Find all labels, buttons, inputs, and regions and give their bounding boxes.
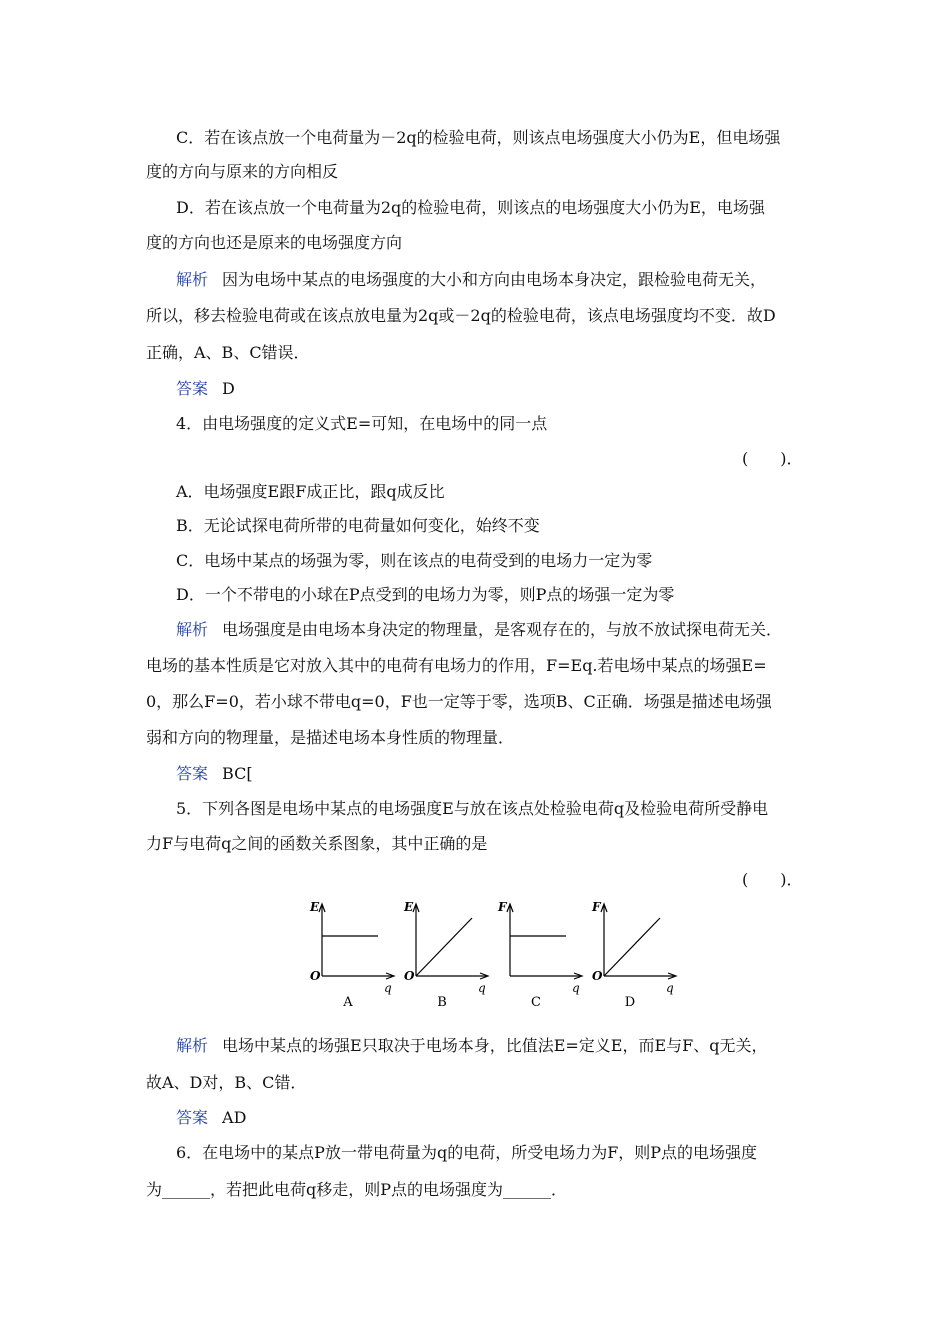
q4-analysis-line1 — [176, 620, 782, 640]
q3-analysis-tag: 解析 — [176, 270, 209, 289]
q5-stem-line2: 力F与电荷q之间的函数关系图象，其中正确的是 — [146, 834, 488, 853]
q4-answer-tag: 答案 — [176, 764, 209, 783]
q5-graph-2 — [403, 900, 488, 1010]
graph-caption: D — [624, 995, 636, 1010]
y-axis-label: E — [310, 900, 320, 914]
y-axis-label: E — [404, 900, 414, 914]
q3-analysis-text1: 因为电场中某点的电场强度的大小和方向由电场本身决定，跟检验电荷无关， — [222, 270, 767, 289]
q5-analysis-text1: 电场中某点的场强E只取决于电场本身，比值法E=定义E，而E与F、q无关， — [222, 1036, 768, 1055]
graph-caption: B — [437, 995, 447, 1010]
q4-answer-line — [176, 764, 253, 784]
q4-stem: 4．由电场强度的定义式E=可知，在电场中的同一点 — [176, 414, 548, 433]
q4-answer: BC[ — [222, 764, 253, 783]
q5-analysis-line1 — [176, 1036, 768, 1056]
q3-analysis-line1 — [176, 270, 766, 290]
q4-answer-paren: ( )． — [742, 449, 803, 468]
q3-analysis-line3: 正确，A、B、C错误． — [146, 343, 310, 362]
origin-label: O — [310, 969, 321, 983]
graph-caption: A — [343, 995, 353, 1010]
q3-answer-tag: 答案 — [176, 379, 209, 398]
q5-answer-line — [176, 1108, 246, 1128]
graph-line — [604, 918, 660, 976]
q5-graph-4 — [591, 900, 676, 1010]
y-axis-label: F — [498, 900, 507, 914]
q3-answer-line — [176, 379, 235, 399]
q6-stem-line2: 为______，若把此电荷q移走，则P点的电场强度为______． — [146, 1180, 568, 1199]
q4-analysis-line3: 0，那么F=0，若小球不带电q=0，F也一定等于零，选项B、C正确．场强是描述电场强 — [146, 692, 772, 711]
q3-option-c-line2: 度的方向与原来的方向相反 — [146, 162, 339, 181]
q4-analysis-tag: 解析 — [176, 620, 209, 639]
q5-graph-figures — [300, 896, 690, 1036]
q4-analysis-text1: 电场强度是由电场本身决定的物理量，是客观存在的，与放不放试探电荷无关． — [222, 620, 783, 639]
x-axis-label: q — [384, 981, 392, 995]
q3-answer: D — [222, 379, 235, 398]
q3-option-c-line1: C．若在该点放一个电荷量为－2q的检验电荷，则该点电场强度大小仍为E，但电场强 — [176, 128, 781, 147]
q5-answer: AD — [222, 1108, 247, 1127]
q4-option-c: C．电场中某点的场强为零，则在该点的电荷受到的电场力一定为零 — [176, 551, 653, 570]
q4-option-d: D．一个不带电的小球在P点受到的电场力为零，则P点的场强一定为零 — [176, 585, 675, 604]
q5-analysis-line2: 故A、D对，B、C错． — [146, 1073, 307, 1092]
q3-analysis-line2: 所以，移去检验电荷或在该点放电量为2q或－2q的检验电荷，该点电场强度均不变．故D — [146, 306, 776, 325]
q5-graph-3 — [497, 900, 582, 1010]
q5-graph-1 — [309, 900, 394, 1010]
q6-stem-line1: 6．在电场中的某点P放一带电荷量为q的电荷，所受电场力为F，则P点的电场强度 — [176, 1143, 758, 1162]
x-axis-label: q — [478, 981, 486, 995]
y-axis-label: F — [592, 900, 601, 914]
origin-label: O — [404, 969, 415, 983]
graph-line — [416, 918, 472, 976]
origin-label: O — [592, 969, 603, 983]
q5-answer-paren: ( )． — [742, 870, 803, 889]
q5-stem-line1: 5．下列各图是电场中某点的电场强度E与放在该点处检验电荷q及检验电荷所受静电 — [176, 799, 769, 818]
x-axis-label: q — [572, 981, 580, 995]
q3-option-d-line2: 度的方向也还是原来的电场强度方向 — [146, 233, 403, 252]
q4-option-a: A．电场强度E跟F成正比，跟q成反比 — [176, 482, 445, 501]
x-axis-label: q — [666, 981, 674, 995]
q5-answer-tag: 答案 — [176, 1108, 209, 1127]
q3-option-d-line1: D．若在该点放一个电荷量为2q的检验电荷，则该点的电场强度大小仍为E，电场强 — [176, 198, 765, 217]
q5-analysis-tag: 解析 — [176, 1036, 209, 1055]
graph-caption: C — [531, 995, 541, 1010]
q4-analysis-line4: 弱和方向的物理量，是描述电场本身性质的物理量． — [146, 728, 515, 747]
q4-option-b: B．无论试探电荷所带的电荷量如何变化，始终不变 — [176, 516, 540, 535]
q4-analysis-line2: 电场的基本性质是它对放入其中的电荷有电场力的作用，F=Eq.若电场中某点的场强E= — [146, 656, 767, 675]
